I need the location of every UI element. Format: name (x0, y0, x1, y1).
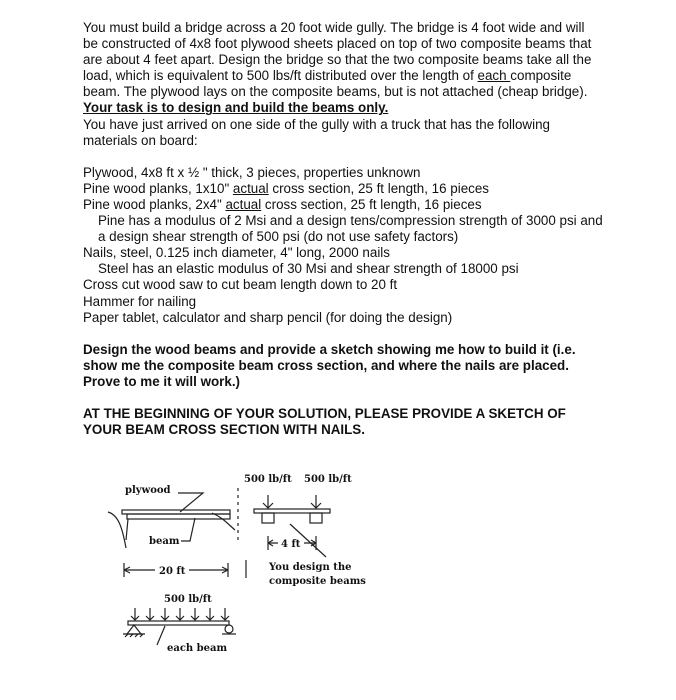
plank-1x10-rest: cross section, 25 ft length, 16 pieces (268, 180, 489, 196)
plank-2x4-actual: actual (225, 196, 262, 212)
plank-1x10-actual: actual (232, 180, 269, 196)
span-label: 20 ft (159, 566, 186, 577)
load-right-label: 500 lb/ft (304, 474, 352, 485)
material-paper: Paper tablet, calculator and sharp pencil (for doing the design) (83, 309, 453, 325)
material-saw: Cross cut wood saw to cut beam length down to 20 ft (83, 277, 398, 293)
plywood-leader (178, 493, 203, 512)
design-instruction: Design the wood beams and provide a sketch showing me how to build it (i.e. show me the composite beam cross section, and where the nails are placed. Prove to me it will work.) (83, 341, 576, 389)
each-underlined: each (477, 68, 511, 84)
roller-support (225, 625, 233, 633)
plywood-label: plywood (125, 485, 171, 496)
steel-properties: Steel has an elastic modulus of 30 Msi and shear strength of 18000 psi (98, 261, 519, 277)
task-statement: Your task is to design and build the beams only. (83, 100, 389, 116)
cross-section-beam-left (262, 513, 274, 523)
beam-leader (181, 518, 195, 541)
plank-2x4-text: Pine wood planks, 2x4" (83, 196, 226, 212)
material-hammer: Hammer for nailing (83, 293, 197, 309)
material-nails: Nails, steel, 0.125 inch diameter, 4" long, 2000 nails (83, 245, 390, 261)
design-note-line1: You design the (269, 562, 352, 573)
load-arrow-right (311, 495, 321, 508)
beam-load-label: 500 lb/ft (164, 594, 212, 605)
spacing-label: 4 ft (281, 539, 301, 550)
plank-1x10-text: Pine wood planks, 1x10" (83, 180, 233, 196)
intro-text-tail: composite beam. The plywood lays on the composite beams, but is not attached (cheap bridge). (83, 68, 588, 100)
each-beam-label: each beam (167, 643, 228, 654)
cross-section-beam-right (310, 513, 322, 523)
pin-ground (123, 634, 145, 637)
simple-beam (128, 621, 229, 625)
intro-text: You must build a bridge across a 20 foot wide gully. The bridge is 4 foot wide and will be constructed of 4x8 foot plywood sheets placed on top of two composite beams that are about 4 feet apart. Design the bridge so that the two composite beams take all the load, which is equivalent to 500 lbs/ft distributed over the length of (83, 20, 592, 84)
gully-right-bank (212, 513, 235, 530)
gully-wall-left (126, 519, 128, 540)
sketch-instruction: AT THE BEGINNING OF YOUR SOLUTION, PLEASE PROVIDE A SKETCH OF YOUR BEAM CROSS SECTION WITH NAILS. (83, 405, 566, 438)
pin-support (127, 625, 141, 634)
gully-left-bank (108, 512, 126, 548)
plank-2x4-rest: cross section, 25 ft length, 16 pieces (261, 196, 482, 212)
each-beam-leader (157, 626, 165, 645)
material-plywood: Plywood, 4x8 ft x ½ " thick, 3 pieces, properties unknown (83, 164, 421, 180)
design-note-line2: composite beams (269, 576, 366, 587)
distributed-load-arrows (131, 608, 229, 620)
beam-label: beam (149, 536, 180, 547)
load-left-label: 500 lb/ft (244, 474, 292, 485)
pine-properties: Pine has a modulus of 2 Msi and a design tens/compression strength of 3000 psi and a design shear strength of 500 psi (do not use safety factors) (98, 213, 603, 245)
load-arrow-left (263, 495, 273, 508)
truck-paragraph: You have just arrived on one side of the gully with a truck that has the following materials on board: (83, 116, 550, 148)
